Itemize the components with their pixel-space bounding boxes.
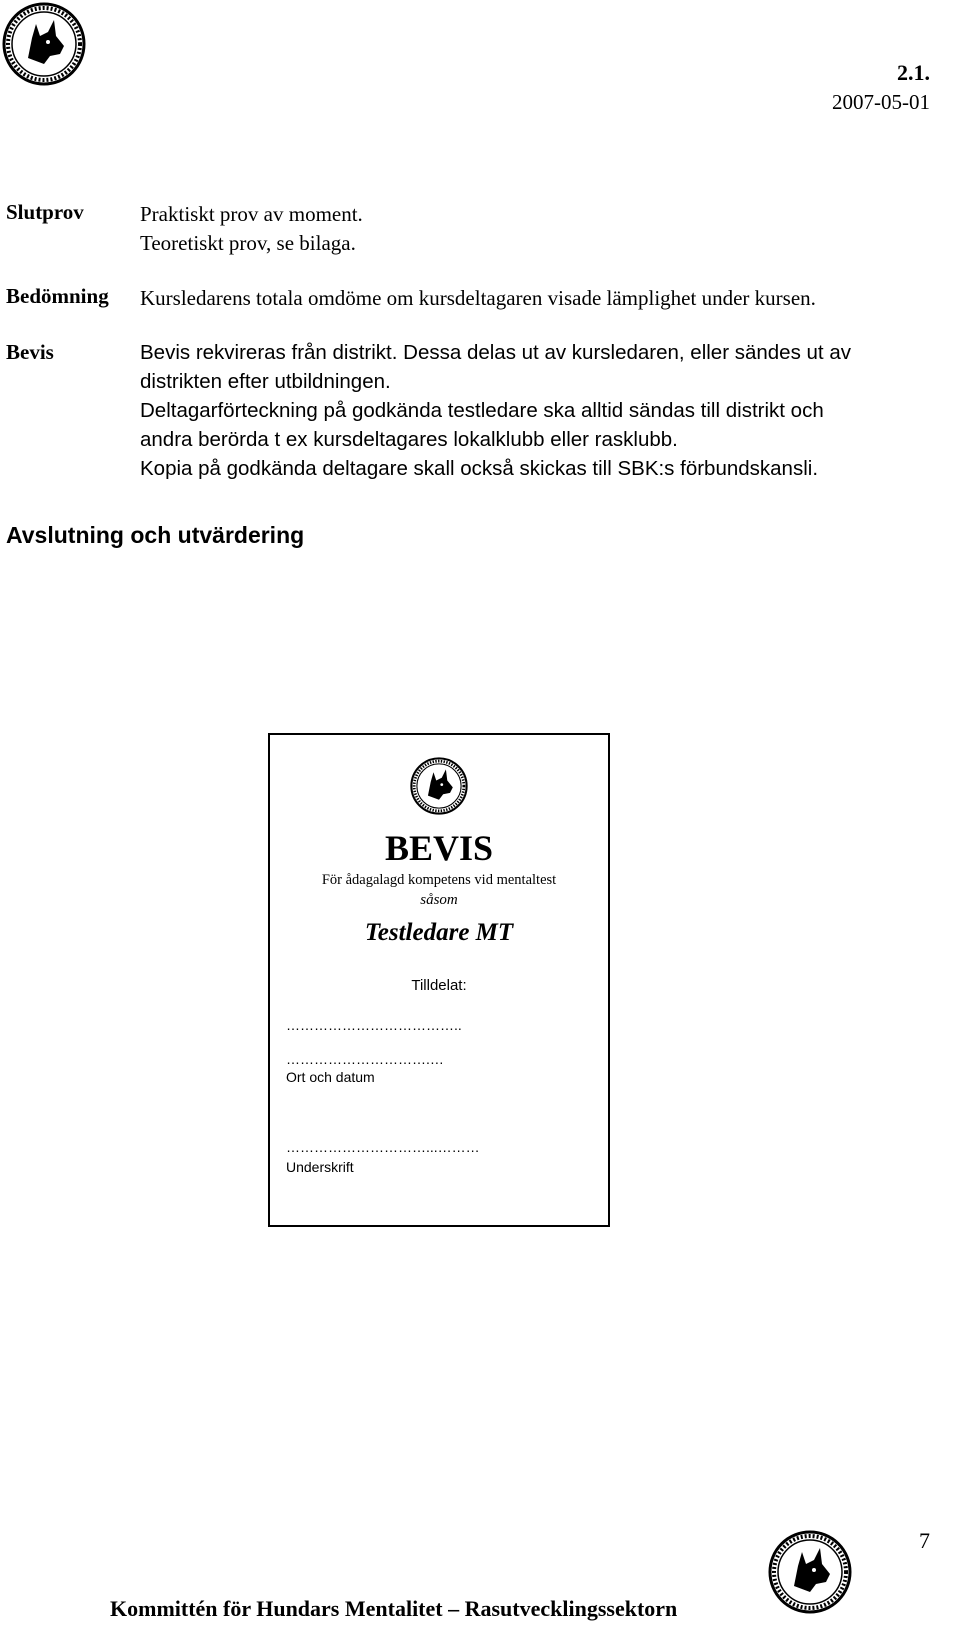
- place-date-label: Ort och datum: [286, 1069, 375, 1085]
- text-line: Kopia på godkända deltagare skall också skickas till SBK:s förbundskansli.: [140, 457, 819, 480]
- recipient-line: ………………………………..: [286, 1017, 462, 1033]
- certificate-sample: [268, 733, 610, 1227]
- signature-line: …………………………...………: [286, 1139, 480, 1155]
- certificate-subtitle: För ådagalagd kompetens vid mentaltest: [321, 872, 557, 888]
- section-text-slutprov: [140, 200, 363, 258]
- page-number: 7: [919, 1528, 930, 1553]
- section-text-bedomning: [140, 284, 816, 313]
- text-line: andra berörda t ex kursdeltagares lokalklubb eller rasklubb.: [140, 428, 678, 451]
- text-line: Deltagarförteckning på godkända testledare ska alltid sändas till distrikt och: [140, 399, 824, 422]
- text-line: Teoretiskt prov, se bilaga.: [140, 231, 356, 255]
- text-line: Praktiskt prov av moment.: [140, 202, 363, 226]
- certificate-sasom: såsom: [420, 892, 458, 908]
- document-date: 2007-05-01: [832, 90, 930, 114]
- section-heading: Avslutning och utvärdering: [6, 522, 305, 548]
- certificate-title: BEVIS: [384, 828, 494, 868]
- footer-seal-icon: [768, 1530, 852, 1614]
- signature-label: Underskrift: [286, 1159, 354, 1175]
- text-line: Bevis rekvireras från distrikt. Dessa delas ut av kursledaren, eller sändes ut av: [140, 341, 851, 364]
- section-label-slutprov: Slutprov: [6, 200, 84, 224]
- section-label-bedomning: Bedömning: [6, 284, 109, 308]
- text-line: Kursledarens totala omdöme om kursdeltagaren visade lämplighet under kursen.: [140, 286, 816, 310]
- section-text-bevis: [140, 338, 851, 483]
- certificate-tilldelat: Tilldelat:: [411, 977, 467, 994]
- document-number: 2.1.: [897, 60, 930, 85]
- section-label-bevis: Bevis: [6, 340, 54, 364]
- footer-committee: Kommittén för Hundars Mentalitet – Rasutvecklingssektorn: [110, 1596, 678, 1621]
- certificate-role: Testledare MT: [364, 919, 514, 946]
- certificate-seal-icon: [410, 757, 468, 815]
- text-line: distrikten efter utbildningen.: [140, 370, 391, 393]
- place-date-line: ………………………….…: [286, 1051, 444, 1067]
- club-seal-dog-head-icon: [2, 2, 86, 86]
